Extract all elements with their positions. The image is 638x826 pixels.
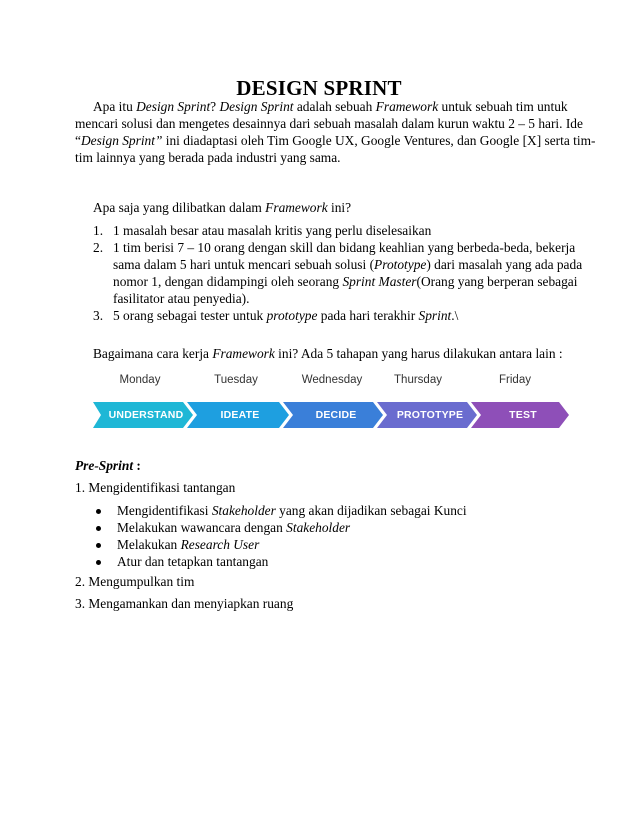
list-item: Melakukan wawancara dengan Stakeholder	[93, 519, 467, 536]
stage-label-understand: UNDERSTAND	[108, 409, 184, 421]
bullet-icon	[96, 509, 101, 514]
list-item: 2. 1 tim berisi 7 – 10 orang dengan skill dan bidang keahlian yang berbeda-beda, bekerja sama dalam 5 hari untuk mencari sebuah solusi (Prototype) dari masalah yang ada pada nomor 1, dengan didampingi oleh seorang Sprint Master(Orang yang berperan sebagai fasilitator atau penyedia).	[93, 240, 583, 306]
step-identify-challenge: 1. Mengidentifikasi tantangan	[75, 480, 236, 495]
stage-label-prototype: PROTOTYPE	[396, 409, 464, 421]
day-tuesday: Tuesday	[214, 374, 258, 386]
stage-label-test: TEST	[509, 409, 537, 421]
intro-line-4: tim lainnya yang berada pada industri yang sama.	[75, 150, 341, 165]
pre-sprint-heading: Pre-Sprint :	[75, 458, 141, 473]
intro-line-1: Apa itu Design Sprint? Design Sprint adalah sebuah Framework untuk sebuah tim untuk	[93, 99, 568, 114]
step-gather-team: 2. Mengumpulkan tim	[75, 574, 195, 589]
day-friday: Friday	[499, 374, 531, 386]
intro-line-2: mencari solusi dan mengetes desainnya dari sebuah masalah dalam kurun waktu 2 – 5 hari. Ide	[75, 116, 583, 131]
bullet-icon	[96, 560, 101, 565]
intro-paragraph	[75, 98, 596, 166]
list-item: Mengidentifikasi Stakeholder yang akan dijadikan sebagai Kunci	[93, 502, 467, 519]
stage-label-decide: DECIDE	[315, 409, 357, 421]
stage-label-ideate: IDEATE	[220, 409, 260, 421]
sprint-stages-diagram	[93, 402, 571, 428]
day-thursday: Thursday	[394, 374, 442, 386]
sprint-days-row	[93, 374, 569, 390]
day-wednesday: Wednesday	[301, 374, 363, 386]
question-framework-how: Bagaimana cara kerja Framework ini? Ada 5 tahapan yang harus dilakukan antara lain :	[93, 346, 563, 361]
list-item: Melakukan Research User	[93, 536, 467, 553]
step-prepare-room: 3. Mengamankan dan menyiapkan ruang	[75, 596, 294, 611]
bullet-icon	[96, 526, 101, 531]
list-item: Atur dan tetapkan tantangan	[93, 553, 467, 570]
day-monday: Monday	[119, 374, 161, 386]
bullet-icon	[96, 543, 101, 548]
question-framework-involved: Apa saja yang dilibatkan dalam Framework ini?	[93, 200, 352, 215]
page-title: DESIGN SPRINT	[236, 76, 402, 100]
involved-list	[93, 222, 583, 324]
list-item: 3. 5 orang sebagai tester untuk prototype pada hari terakhir Sprint.\	[93, 308, 459, 323]
list-item: 1. 1 masalah besar atau masalah kritis yang perlu diselesaikan	[93, 223, 432, 238]
challenge-bullets	[93, 502, 467, 570]
intro-line-3: “Design Sprint” ini diadaptasi oleh Tim Google UX, Google Ventures, dan Google [X] serta tim-	[75, 133, 596, 148]
